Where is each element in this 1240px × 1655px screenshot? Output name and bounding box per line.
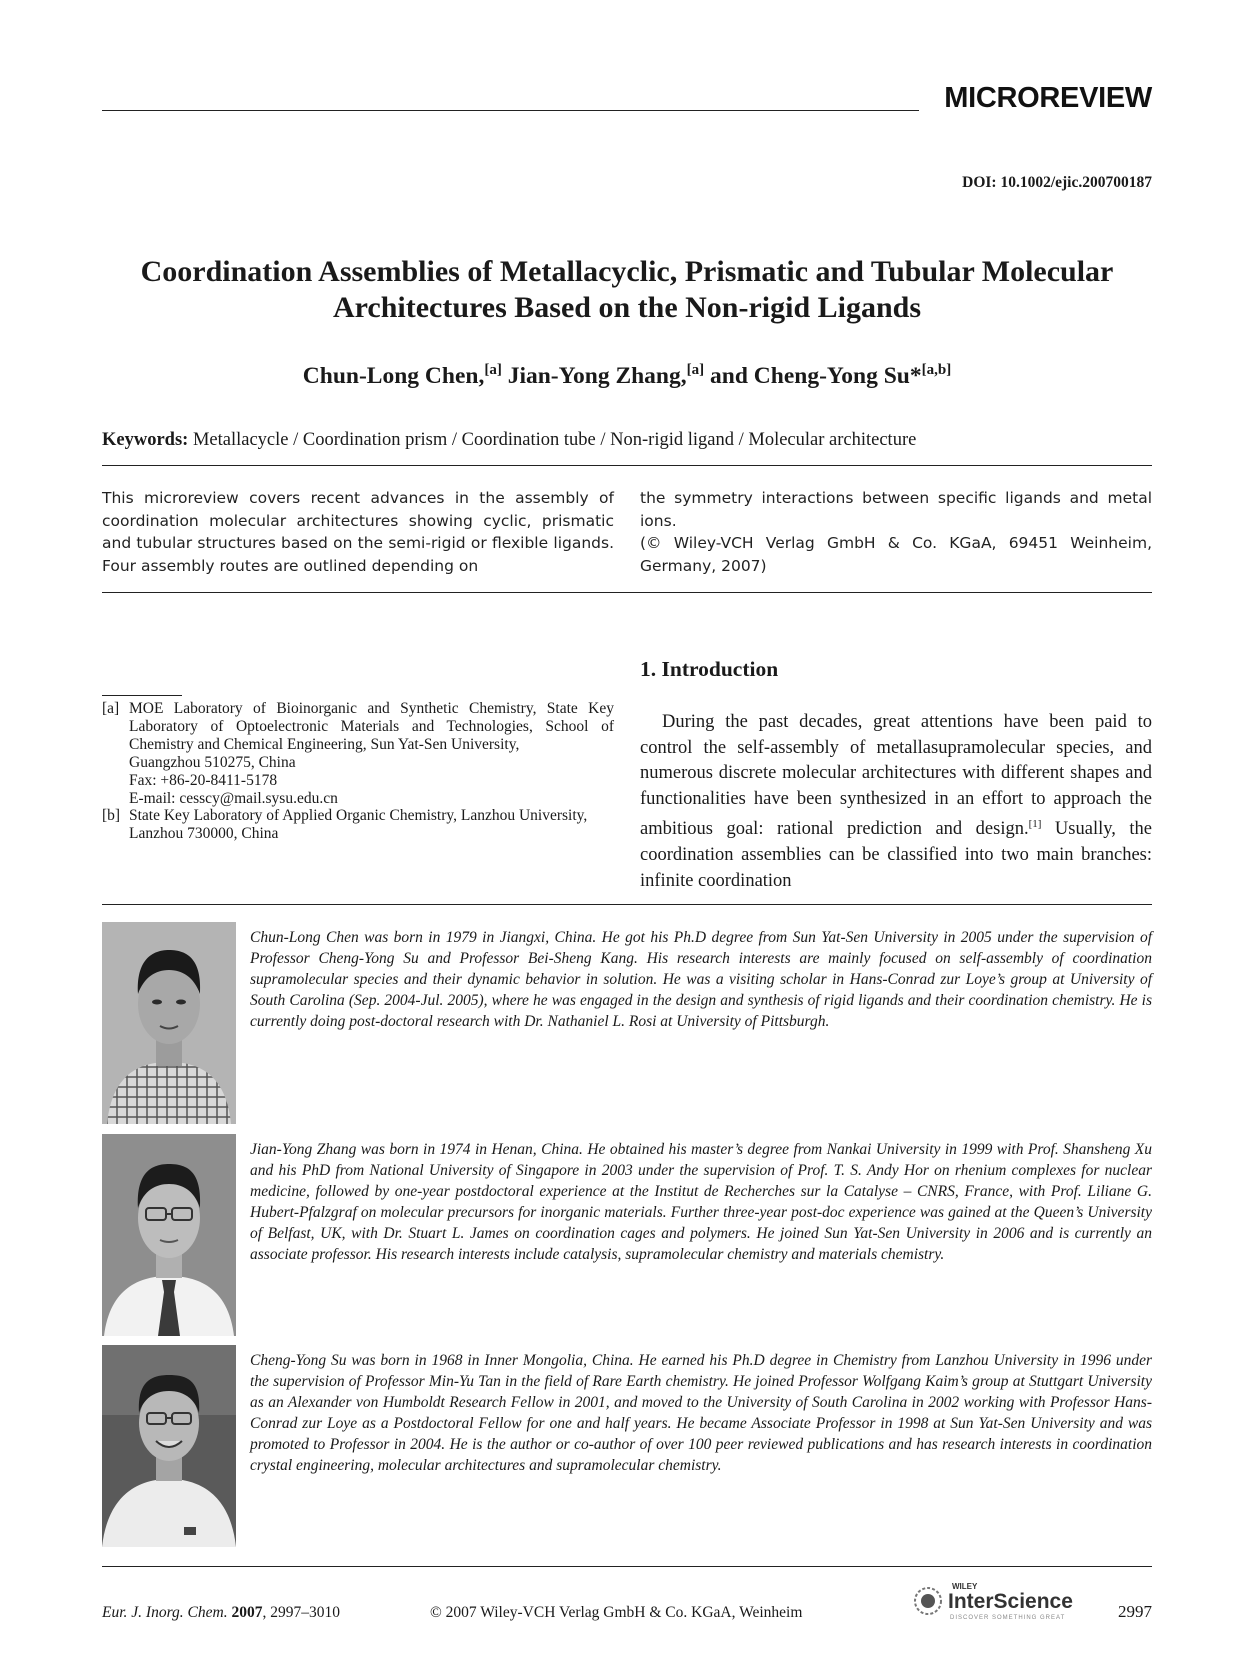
logo-main: InterScience [948,1590,1073,1613]
author-photo [102,922,236,1124]
author-bio: Chun-Long Chen was born in 1979 in Jiangxi, China. He got his Ph.D degree from Sun Yat-Sen University in 2005 under the supervision of Professor Cheng-Yong Su and Professor Bei-Sheng Kang. His research interests are mainly focused on self-assembly of coordination supramolecular species and their dynamic behavior in solution. He was a visiting scholar in Hans-Conrad zur Loye’s group at University of South Carolina (Sep. 2004-Jul. 2005), where he was engaged in the design and synthesis of rigid ligands and their coordination chemistry. He is currently doing post-doctoral research with Dr. Nathaniel L. Rosi at University of Pittsburgh. [250,929,1152,1030]
page-number: 2997 [1118,1602,1152,1621]
author-photo [102,1345,236,1547]
footnote-line: Fax: +86-20-8411-5178 [129,771,278,789]
keywords-list: Metallacycle / Coordination prism / Coordination tube / Non-rigid ligand / Molecular architecture [192,430,917,450]
author-name: Jian-Yong Zhang, [507,362,687,389]
header-rule [102,110,919,111]
footer-citation [102,1604,340,1622]
abstract-rule [102,592,1152,593]
footnote-line: Lanzhou 730000, China [129,825,279,843]
journal-name: Eur. J. Inorg. Chem. [102,1604,228,1621]
logo-top: WILEY [952,1582,978,1591]
abstract-left: This microreview covers recent advances in the assembly of coordination molecular architectures showing cyclic, prismatic and tubular structures based on the semi-rigid or flexible ligands. Four assembly routes are outlined depending on [102,489,614,575]
citation-ref[interactable]: [1] [1028,818,1042,831]
author-affiliation: [a,b] [921,362,952,378]
author-bio: Jian-Yong Zhang was born in 1974 in Henan, China. He obtained his master’s degree from Nankai University in 1999 with Prof. Shansheng Xu and his PhD from National University of Singapore in 2003 under the supervision of Prof. T. S. Andy Hor on rhenium complexes for nuclear medicine, followed by one-year postdoctoral experience at the Institut de Recherches sur la Catalyse – CNRS, France, with Prof. Liliane G. Hubert-Pfalzgraf on molecular precursors for inorganic materials. Further three-year post-doc experience was gained at the Queen’s University of Belfast, UK, with Dr. Stuart L. James on coordination cages and polymers. He joined Sun Yat-Sen University in 2006 and is currently an associate professor. His research interests include catalysis, supramolecular chemistry and materials chemistry. [250,1141,1152,1263]
bio-rule-bottom [102,1566,1152,1567]
footnote-rule [102,695,182,696]
logo-tag: DISCOVER SOMETHING GREAT [950,1615,1066,1621]
footer-copyright: © 2007 Wiley-VCH Verlag GmbH & Co. KGaA, Weinheim [430,1604,803,1621]
bio-rule-top [102,904,1152,905]
intro-text-a: During the past decades, great attentions have been paid to control the self-assembly of metallasupramolecular species, and numerous discrete molecular architectures with different shapes and functionalities have been synthesized in an effort to approach the ambitious goal: rational prediction and design. [640,712,1152,840]
intro-paragraph [640,710,1152,894]
keywords [102,430,1152,451]
author-photo [102,1134,236,1336]
abstract-right [640,487,1152,577]
article-title: Coordination Assemblies of Metallacyclic, Prismatic and Tubular Molecular Architectures Based on the Non-rigid Ligands [140,255,1114,324]
abstract-text: the symmetry interactions between specific ligands and metal ions. [640,489,1152,530]
intro-text-b: Usually, the coordination assemblies can be classified into two main branches: infinite coordination [640,819,1152,891]
author-affiliation: [a] [484,362,502,378]
author-name: Chun-Long Chen, [302,362,485,389]
footnote-line: Guangzhou 510275, China [129,753,296,771]
footnote-b [102,807,614,843]
author-bio: Cheng-Yong Su was born in 1968 in Inner Mongolia, China. He earned his Ph.D degree in Chemistry from Lanzhou University in 1996 under the supervision of Professor Min-Yu Tan in the field of Rare Earth chemistry. He joined Professor Wolfgang Kaim’s group at Stuttgart University as an Alexander von Humboldt Research Fellow in 2001, and moved to the University of South Carolina in 2002 working with Professor Hans-Conrad zur Loye as a Postdoctoral Fellow for one and half years. He became Associate Professor in 1998 at Sun Yat-Sen University and was promoted to Professor in 2004. He is the author or co-author of over 100 peer reviewed publications and has research interests in coordination crystal engineering, molecular architectures and supramolecular chemistry. [250,1352,1152,1474]
author-name: and Cheng-Yong Su* [710,362,922,389]
abstract-copyright: (© Wiley-VCH Verlag GmbH & Co. KGaA, 69451 Weinheim, Germany, 2007) [640,534,1152,575]
intro-heading: 1. Introduction [640,657,779,681]
keywords-label: Keywords: [102,430,189,450]
journal-year: 2007 [231,1604,263,1621]
footnote-email[interactable]: E-mail: cesscy@mail.sysu.edu.cn [129,789,338,807]
doi: DOI: 10.1002/ejic.200700187 [962,174,1152,191]
section-label: MICROREVIEW [944,82,1152,114]
footnote-a [102,700,614,807]
footnote-line: MOE Laboratory of Bioinorganic and Synthetic Chemistry, State Key Laboratory of Optoelectronic Materials and Technologies, School of Chemistry and Chemical Engineering, Sun Yat-Sen University, [129,700,614,753]
keywords-rule [102,465,1152,466]
wiley-globe-icon [915,1588,941,1614]
footnote-tag: [b] [102,807,121,825]
journal-pages: , 2997–3010 [262,1604,340,1621]
footnote-line: State Key Laboratory of Applied Organic Chemistry, Lanzhou University, [129,807,588,825]
interscience-logo [912,1579,1082,1623]
affiliation-footnotes [102,700,614,843]
author-list [102,362,1152,390]
author-affiliation: [a] [686,362,705,378]
footnote-tag: [a] [102,700,120,717]
